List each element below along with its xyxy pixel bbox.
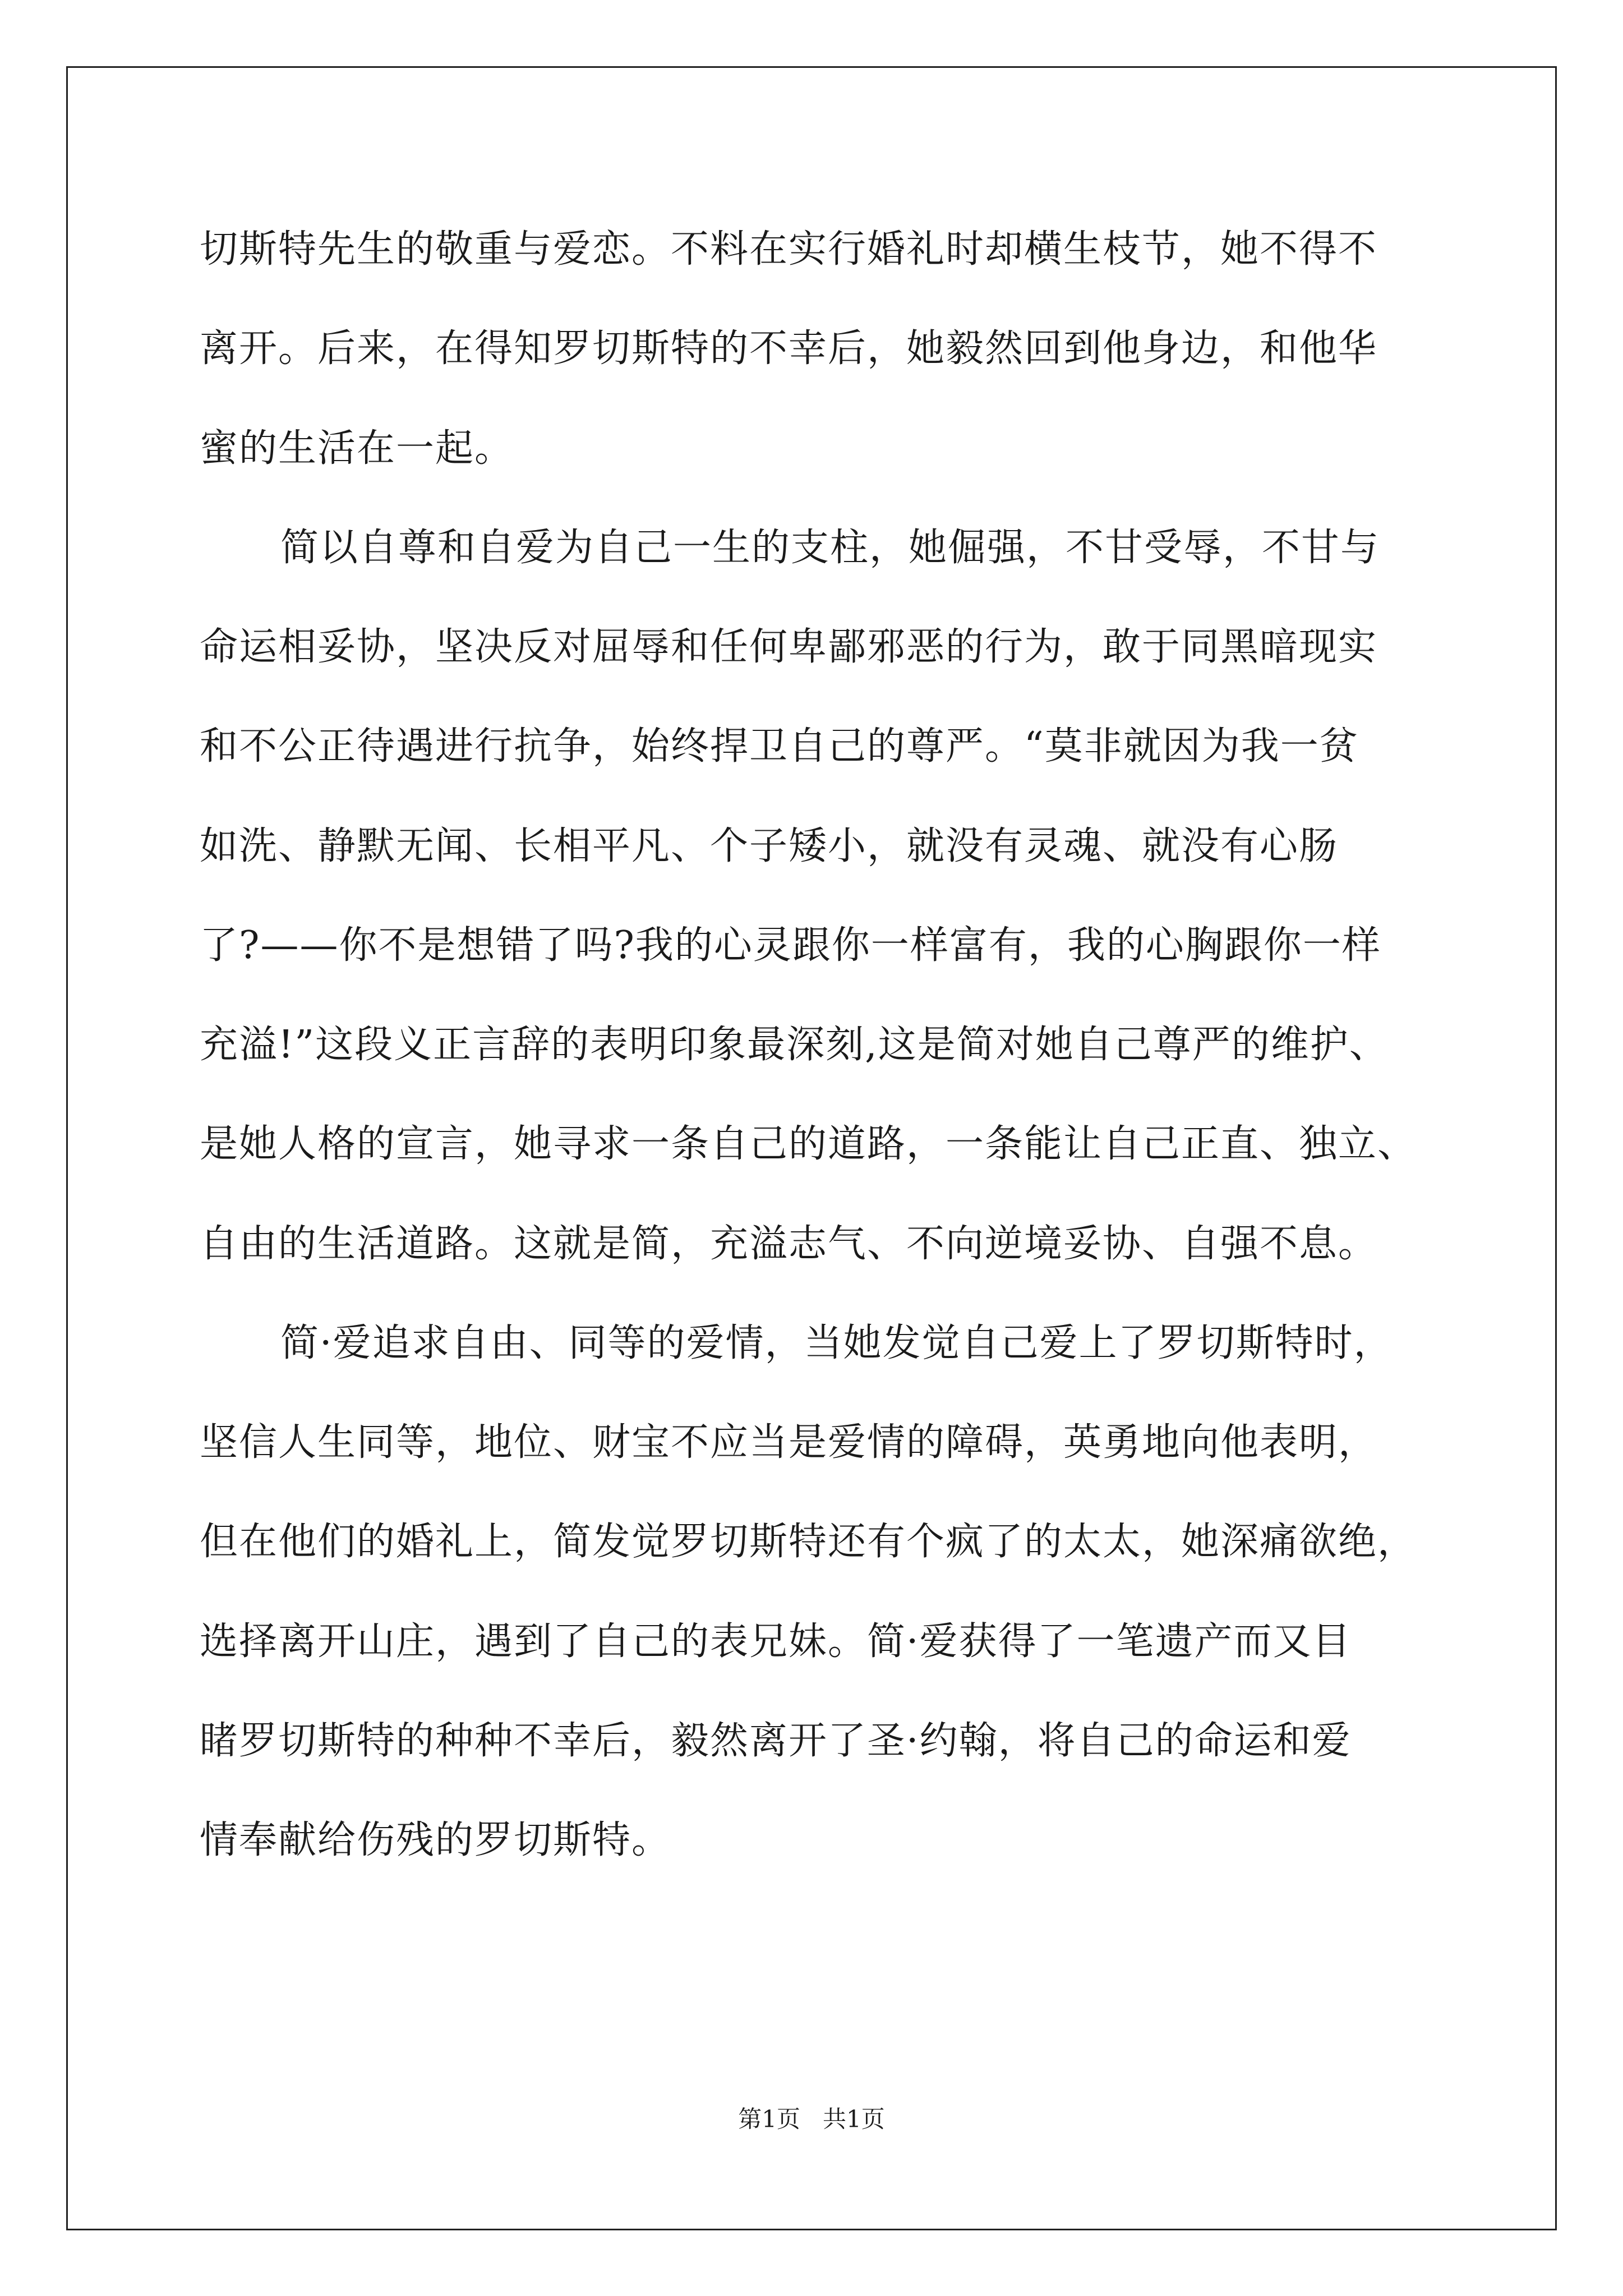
body-line-13: 坚信人生同等，地位、财宝不应当是爱情的障碍，英勇地向他表明，: [200, 1420, 1378, 1465]
body-line-11: 自由的生活道路。这就是简，充溢志气、不向逆境妥协、自强不息。: [200, 1222, 1378, 1266]
body-line-15: 选择离开山庄，遇到了自己的表兄妹。简·爱获得了一笔遗产而又目: [200, 1619, 1352, 1664]
body-line-1: 切斯特先生的敬重与爱恋。不料在实行婚礼时却横生枝节，她不得不: [200, 227, 1378, 272]
body-line-10: 是她人格的宣言，她寻求一条自己的道路，一条能让自己正直、独立、: [200, 1122, 1417, 1166]
body-line-12: 简·爱追求自由、同等的爱情，当她发觉自己爱上了罗切斯特时，: [280, 1321, 1393, 1365]
body-line-7: 如洗、静默无闻、长相平凡、个子矮小，就没有灵魂、就没有心肠: [200, 824, 1339, 868]
body-line-6: 和不公正待遇进行抗争，始终捍卫自己的尊严。“莫非就因为我一贫: [200, 724, 1359, 769]
body-line-17: 情奉献给伤残的罗切斯特。: [200, 1818, 671, 1862]
body-line-8: 了?——你不是想错了吗?我的心灵跟你一样富有，我的心胸跟你一样: [200, 923, 1381, 968]
body-line-5: 命运相妥协，坚决反对屈辱和任何卑鄙邪恶的行为，敢于同黑暗现实: [200, 625, 1378, 669]
body-line-16: 睹罗切斯特的种种不幸后，毅然离开了圣·约翰，将自己的命运和爱: [200, 1719, 1352, 1763]
page-footer: 第1页 共1页: [738, 2105, 885, 2133]
body-line-14: 但在他们的婚礼上，简发觉罗切斯特还有个疯了的太太，她深痛欲绝，: [200, 1520, 1417, 1564]
body-line-4: 简以自尊和自爱为自己一生的支柱，她倔强，不甘受辱，不甘与: [280, 526, 1380, 570]
body-line-3: 蜜的生活在一起。: [200, 426, 514, 471]
body-line-9: 充溢!”这段义正言辞的表明印象最深刻,这是简对她自己尊严的维护、: [200, 1023, 1389, 1067]
body-line-2: 离开。后来，在得知罗切斯特的不幸后，她毅然回到他身边，和他华: [200, 326, 1378, 371]
